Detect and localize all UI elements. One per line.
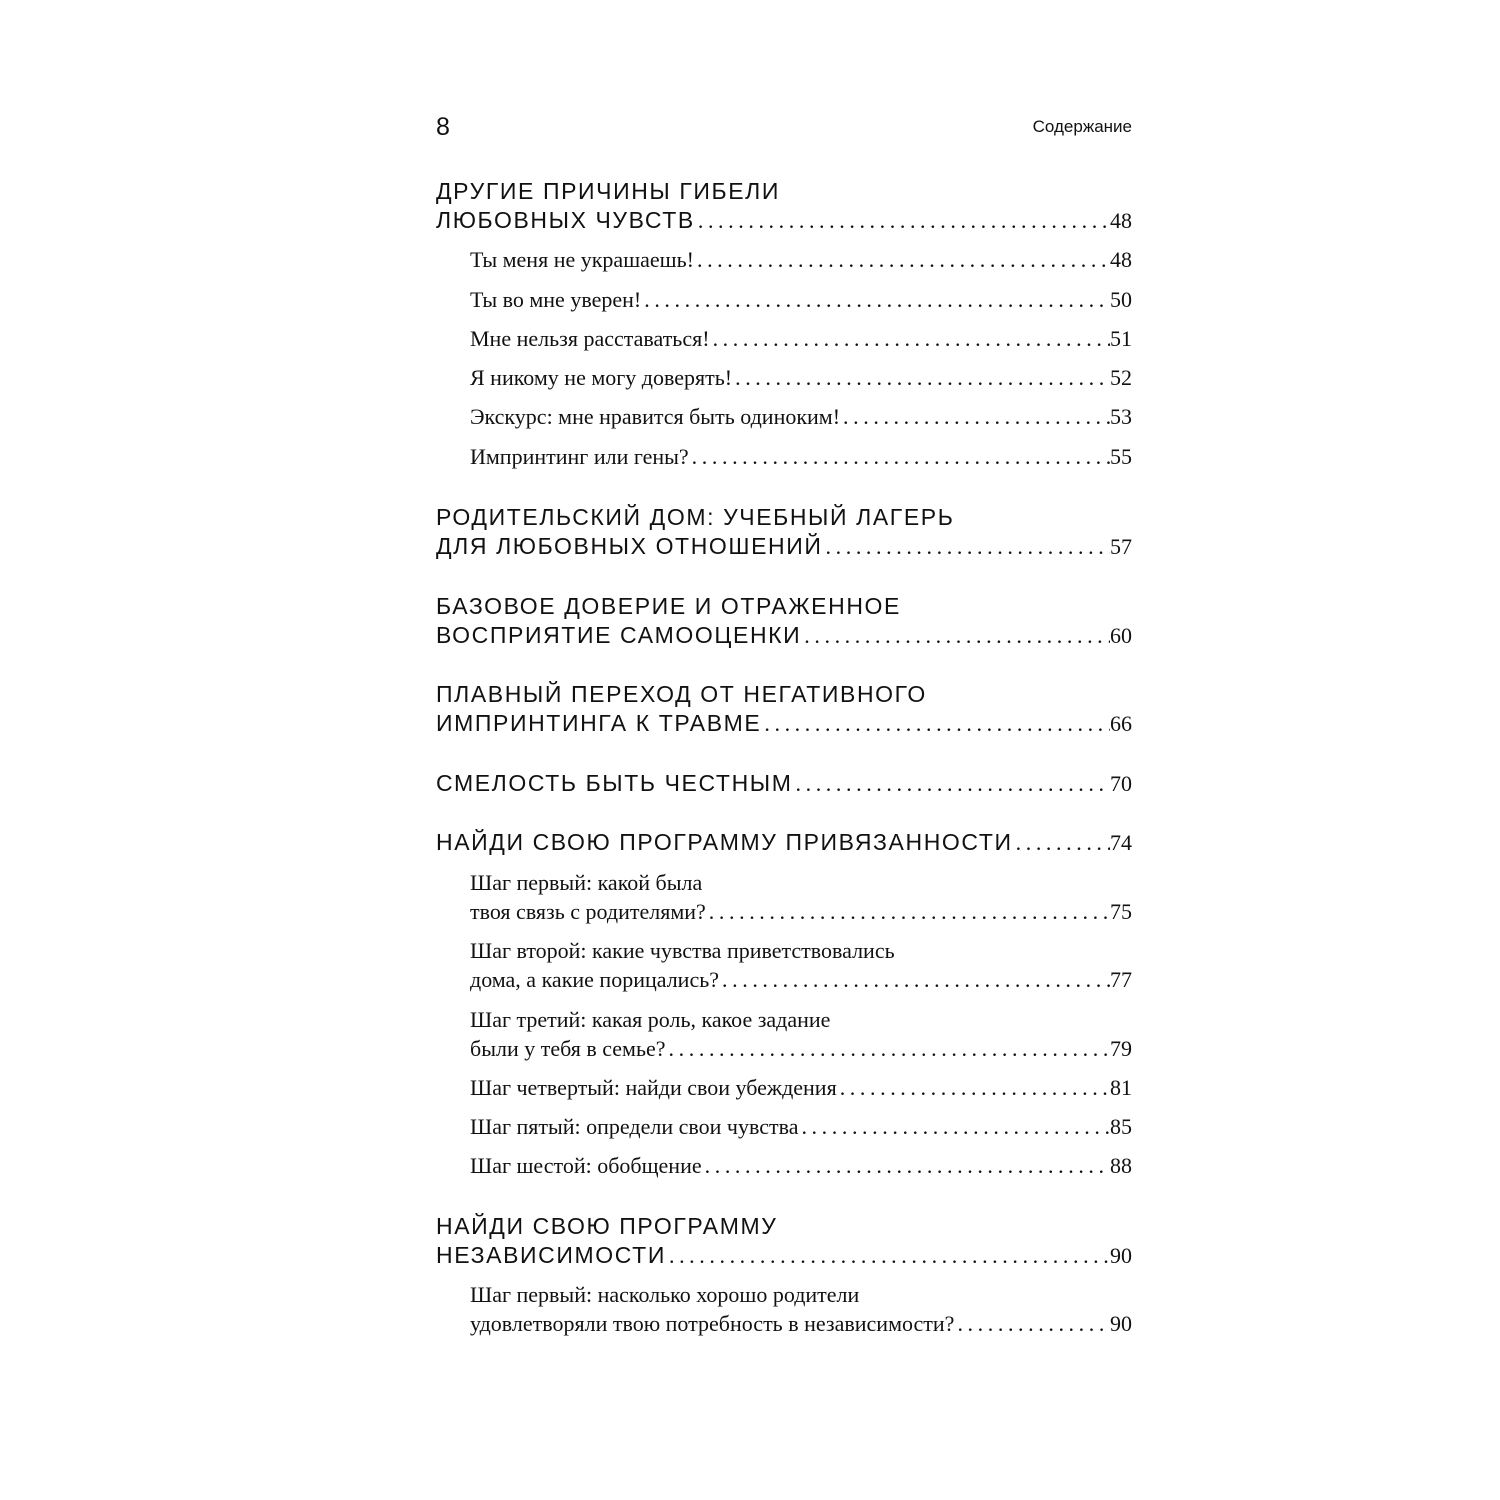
toc-entry-title: удовлетворяли твою потребность в независимости? [470,1311,955,1336]
toc-entry [470,1072,1132,1104]
toc-entry-title: ИМПРИНТИНГА К ТРАВМЕ [436,710,762,736]
leader-dots [957,1308,1110,1340]
table-of-contents [436,0,1132,1500]
toc-entry-line [436,175,1132,207]
toc-page-number: 70 [1110,771,1132,796]
toc-page-number: 57 [1110,534,1132,559]
toc-entry-title: ВОСПРИЯТИЕ САМООЦЕНКИ [436,622,802,648]
toc-page-number: 90 [1110,1311,1132,1336]
toc-entry-title: ПЛАВНЫЙ ПЕРЕХОД ОТ НЕГАТИВНОГО [436,681,927,707]
toc-entry-line [470,935,1132,967]
leader-dots [713,323,1110,355]
toc-entry [436,204,1132,236]
toc-page-number: 66 [1110,711,1132,736]
toc-page-number: 79 [1110,1036,1132,1061]
leader-dots [669,1033,1110,1065]
toc-entry [436,530,1132,562]
running-head: Содержание [1032,117,1132,136]
toc-entry [470,964,1132,996]
leader-dots [698,205,1110,236]
toc-entry [436,1239,1132,1271]
toc-page-number: 52 [1110,365,1132,390]
toc-entry-title: ДРУГИЕ ПРИЧИНЫ ГИБЕЛИ [436,178,781,204]
toc-page-number: 53 [1110,404,1132,429]
leader-dots [697,244,1110,276]
toc-entry [436,707,1132,739]
toc-entry-line [470,867,1132,899]
toc-entry-line [436,501,1132,533]
leader-dots [764,708,1110,739]
toc-entry-title: НАЙДИ СВОЮ ПРОГРАММУ ПРИВЯЗАННОСТИ [436,829,1013,855]
toc-entry [470,896,1132,928]
toc-entry-title: Шаг первый: насколько хорошо родители [470,1282,860,1307]
toc-page-number: 74 [1110,830,1132,855]
toc-entry-line [470,1279,1132,1311]
toc-entry-line [436,678,1132,710]
toc-entry [470,1033,1132,1065]
toc-entry [470,401,1132,433]
toc-entry-title: СМЕЛОСТЬ БЫТЬ ЧЕСТНЫМ [436,770,793,796]
toc-entry [470,441,1132,473]
toc-page-number: 85 [1110,1114,1132,1139]
leader-dots [1016,827,1110,858]
leader-dots [709,896,1110,928]
toc-page-number: 48 [1110,247,1132,272]
toc-entry-line [470,1004,1132,1036]
toc-page-number: 75 [1110,899,1132,924]
leader-dots [804,620,1110,651]
toc-entry [436,826,1132,858]
toc-entry-title: РОДИТЕЛЬСКИЙ ДОМ: УЧЕБНЫЙ ЛАГЕРЬ [436,504,955,530]
toc-page-number: 81 [1110,1075,1132,1100]
toc-entry-title: Шаг первый: какой была [470,870,703,895]
toc-entry-title: НАЙДИ СВОЮ ПРОГРАММУ [436,1213,778,1239]
toc-entry-title: БАЗОВОЕ ДОВЕРИЕ И ОТРАЖЕННОЕ [436,593,901,619]
toc-page-number: 90 [1110,1243,1132,1268]
toc-entry-title: были у тебя в семье? [470,1036,666,1061]
toc-page-number: 60 [1110,623,1132,648]
leader-dots [840,1072,1110,1104]
toc-page-number: 50 [1110,287,1132,312]
toc-entry [436,619,1132,651]
leader-dots [705,1150,1110,1182]
toc-entry-title: Шаг шестой: обобщение [470,1153,702,1178]
toc-entry [470,323,1132,355]
toc-entry-title: Я никому не могу доверять! [470,365,733,390]
toc-entry-title: НЕЗАВИСИМОСТИ [436,1242,666,1268]
toc-entry [470,1308,1132,1340]
toc-entry-title: Мне нельзя расставаться! [470,326,710,351]
leader-dots [669,1240,1110,1271]
leader-dots [722,964,1110,996]
toc-entry-title: дома, а какие порицались? [470,967,720,992]
toc-entry-title: Шаг пятый: определи свои чувства [470,1114,799,1139]
toc-entry [470,284,1132,316]
toc-entry-title: ЛЮБОВНЫХ ЧУВСТВ [436,207,695,233]
leader-dots [843,401,1110,433]
toc-entry [470,244,1132,276]
toc-entry-title: Шаг четвертый: найди свои убеждения [470,1075,837,1100]
leader-dots [801,1111,1110,1143]
page-number: 8 [436,113,450,141]
toc-page-number: 55 [1110,444,1132,469]
leader-dots [644,284,1110,316]
toc-entry [436,767,1132,799]
leader-dots [796,768,1111,799]
toc-entry-title: ДЛЯ ЛЮБОВНЫХ ОТНОШЕНИЙ [436,533,823,559]
toc-entry-title: Ты меня не украшаешь! [470,247,694,272]
leader-dots [692,441,1110,473]
toc-entry [470,1111,1132,1143]
toc-entry-line [436,590,1132,622]
leader-dots [735,362,1110,394]
toc-entry-title: твоя связь с родителями? [470,899,706,924]
toc-page-number: 48 [1110,208,1132,233]
toc-entry [470,362,1132,394]
toc-page-number: 51 [1110,326,1132,351]
leader-dots [826,531,1110,562]
toc-entry-title: Шаг второй: какие чувства приветствовались [470,938,895,963]
toc-page-number: 88 [1110,1153,1132,1178]
toc-entry-title: Экскурс: мне нравится быть одиноким! [470,404,841,429]
toc-entry-line [436,1210,1132,1242]
toc-entry-title: Импринтинг или гены? [470,444,689,469]
toc-entry [470,1150,1132,1182]
toc-entry-title: Шаг третий: какая роль, какое задание [470,1007,831,1032]
toc-page-number: 77 [1110,967,1132,992]
toc-entry-title: Ты во мне уверен! [470,287,642,312]
